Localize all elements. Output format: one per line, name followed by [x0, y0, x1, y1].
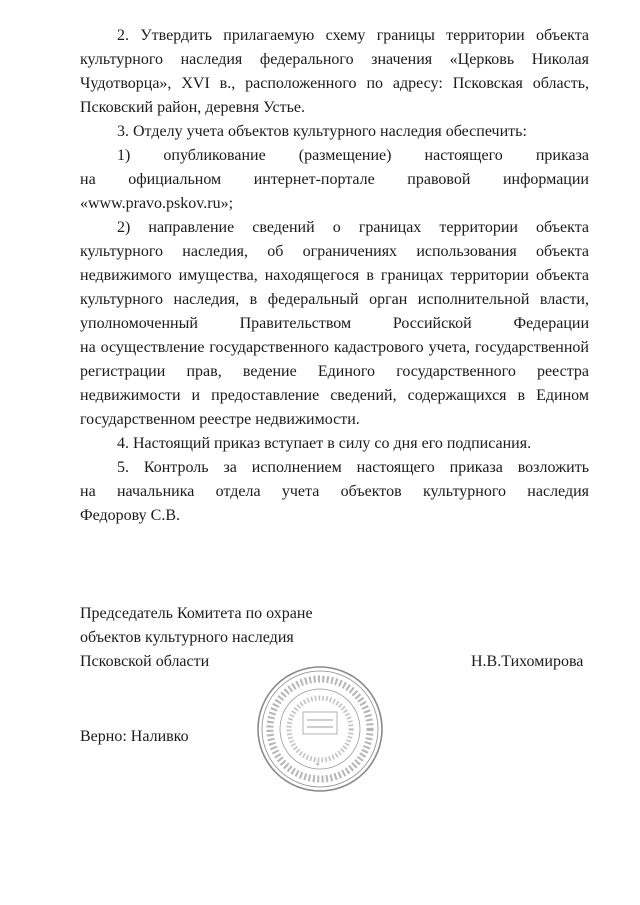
signer-position-line-2: объектов культурного наследия: [80, 629, 294, 646]
item-3-1-line-2: на официальном интернет-портале правовой информации: [80, 171, 589, 188]
item-3-heading: 3. Отделу учета объектов культурного наследия обеспечить:: [117, 123, 527, 140]
official-seal-stamp: [255, 664, 385, 794]
item-3-2-line-4: культурного наследия, в федеральный орган исполнительной власти,: [80, 291, 589, 308]
signer-position-line-3: Псковской области: [80, 653, 210, 670]
item-3-2-line-8: недвижимости и предоставление сведений, содержащихся в Едином: [80, 387, 589, 404]
item-2-line-2: культурного наследия федерального значения «Церковь Николая: [80, 51, 589, 68]
item-3-2-line-3: недвижимого имущества, находящегося в границах территории объекта: [80, 267, 589, 284]
item-3-2-line-9: государственном реестре недвижимости.: [80, 411, 360, 428]
item-3-2-line-5: уполномоченный Правительством Российской Федерации: [80, 315, 589, 332]
svg-text:*: *: [316, 762, 320, 770]
item-5-line-1: 5. Контроль за исполнением настоящего приказа возложить: [117, 459, 589, 476]
item-2-line-4: Псковский район, деревня Устье.: [80, 99, 306, 116]
item-3-2-line-1: 2) направление сведений о границах территории объекта: [117, 219, 589, 236]
item-4-line: 4. Настоящий приказ вступает в силу со дня его подписания.: [117, 435, 532, 452]
item-3-1-line-3: «www.pravo.pskov.ru»;: [80, 195, 234, 212]
signer-name: Н.В.Тихомирова: [471, 653, 584, 670]
certified-by: Верно: Наливко: [80, 728, 189, 745]
item-5-line-2: на начальника отдела учета объектов культурного наследия: [80, 483, 589, 500]
item-2-line-3: Чудотворца», XVI в., расположенного по адресу: Псковская область,: [80, 75, 589, 92]
item-3-1-line-1: 1) опубликование (размещение) настоящего приказа: [117, 147, 589, 164]
item-5-line-3: Федорову С.В.: [80, 507, 181, 524]
item-2-line-1: 2. Утвердить прилагаемую схему границы территории объекта: [117, 27, 589, 44]
item-3-2-line-6: на осуществление государственного кадастрового учета, государственной: [80, 339, 589, 356]
item-3-2-line-2: культурного наследия, об ограничениях использования объекта: [80, 243, 589, 260]
signer-position-line-1: Председатель Комитета по охране: [80, 605, 313, 622]
item-3-2-line-7: регистрации прав, ведение Единого государственного реестра: [80, 363, 589, 380]
